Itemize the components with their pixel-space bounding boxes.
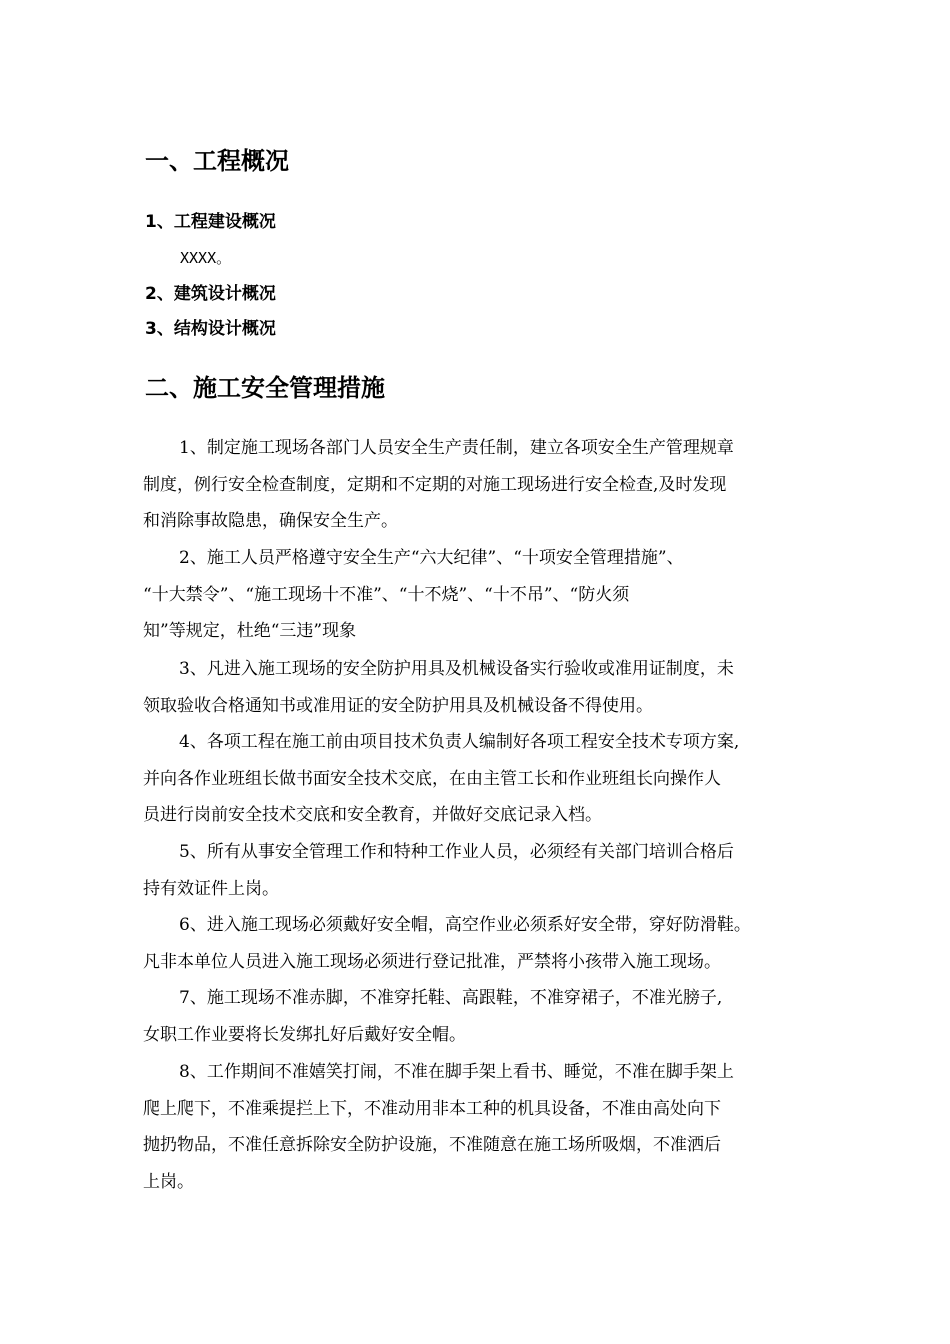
paragraph-line: 1、制定施工现场各部门人员安全生产责任制，建立各项安全生产管理规章 <box>179 438 734 458</box>
measure-6 <box>143 907 823 980</box>
paragraph-line: 知”等规定，杜绝“三违”现象 <box>143 621 357 641</box>
subsection-1-title: 1、工程建设概况 <box>145 212 276 232</box>
paragraph-line: 8、工作期间不准嬉笑打闹，不准在脚手架上看书、睡觉，不准在脚手架上 <box>179 1062 734 1082</box>
subsection-2-title: 2、建筑设计概况 <box>145 284 276 304</box>
measure-2 <box>143 540 823 650</box>
subsection-1-body: XXXX。 <box>180 249 232 267</box>
paragraph-line: 抛扔物品，不准任意拆除安全防护设施，不准随意在施工场所吸烟，不准洒后 <box>143 1135 721 1155</box>
paragraph-line: 6、进入施工现场必须戴好安全帽，高空作业必须系好安全带，穿好防滑鞋。 <box>179 915 751 935</box>
paragraph-line: 女职工作业要将长发绑扎好后戴好安全帽。 <box>143 1024 466 1045</box>
paragraph-line: 4、各项工程在施工前由项目技术负责人编制好各项工程安全技术专项方案, <box>179 732 740 752</box>
measure-1 <box>143 430 823 540</box>
paragraph-line: 上岗。 <box>143 1171 194 1192</box>
paragraph-line: 2、施工人员严格遵守安全生产“六大纪律”、“十项安全管理措施”、 <box>179 548 684 568</box>
paragraph-line: 7、施工现场不准赤脚，不准穿托鞋、高跟鞋，不准穿裙子，不准光膀子, <box>179 988 723 1008</box>
paragraph-line: 3、凡进入施工现场的安全防护用具及机械设备实行验收或准用证制度，未 <box>179 659 734 679</box>
measure-5 <box>143 834 823 907</box>
paragraph-line: 并向各作业班组长做书面安全技术交底，在由主管工长和作业班组长向操作人 <box>143 768 721 789</box>
paragraph-line: 和消除事故隐患，确保安全生产。 <box>143 511 398 531</box>
paragraph-line: 持有效证件上岗。 <box>143 878 279 899</box>
measure-7 <box>143 980 823 1053</box>
paragraph-line: 爬上爬下，不准乘提拦上下，不准动用非本工种的机具设备，不准由高处向下 <box>143 1098 721 1119</box>
measure-3 <box>143 651 823 724</box>
paragraph-line: 员进行岗前安全技术交底和安全教育，并做好交底记录入档。 <box>143 805 602 825</box>
section-2-title: 二、施工安全管理措施 <box>145 374 385 402</box>
measure-4 <box>143 724 823 834</box>
paragraph-line: 制度，例行安全检查制度，定期和不定期的对施工现场进行安全检查,及时发现 <box>143 474 727 495</box>
paragraph-line: 5、所有从事安全管理工作和特种工作业人员，必须经有关部门培训合格后 <box>179 842 734 862</box>
paragraph-line: “十大禁令”、“施工现场十不准”、“十不烧”、“十不吊”、“防火须 <box>143 584 630 605</box>
section-1-title: 一、工程概况 <box>145 147 289 175</box>
subsection-3-title: 3、结构设计概况 <box>145 319 276 339</box>
measure-8 <box>143 1054 823 1200</box>
paragraph-line: 领取验收合格通知书或准用证的安全防护用具及机械设备不得使用。 <box>143 695 653 716</box>
paragraph-line: 凡非本单位人员进入施工现场必须进行登记批准，严禁将小孩带入施工现场。 <box>143 951 721 972</box>
